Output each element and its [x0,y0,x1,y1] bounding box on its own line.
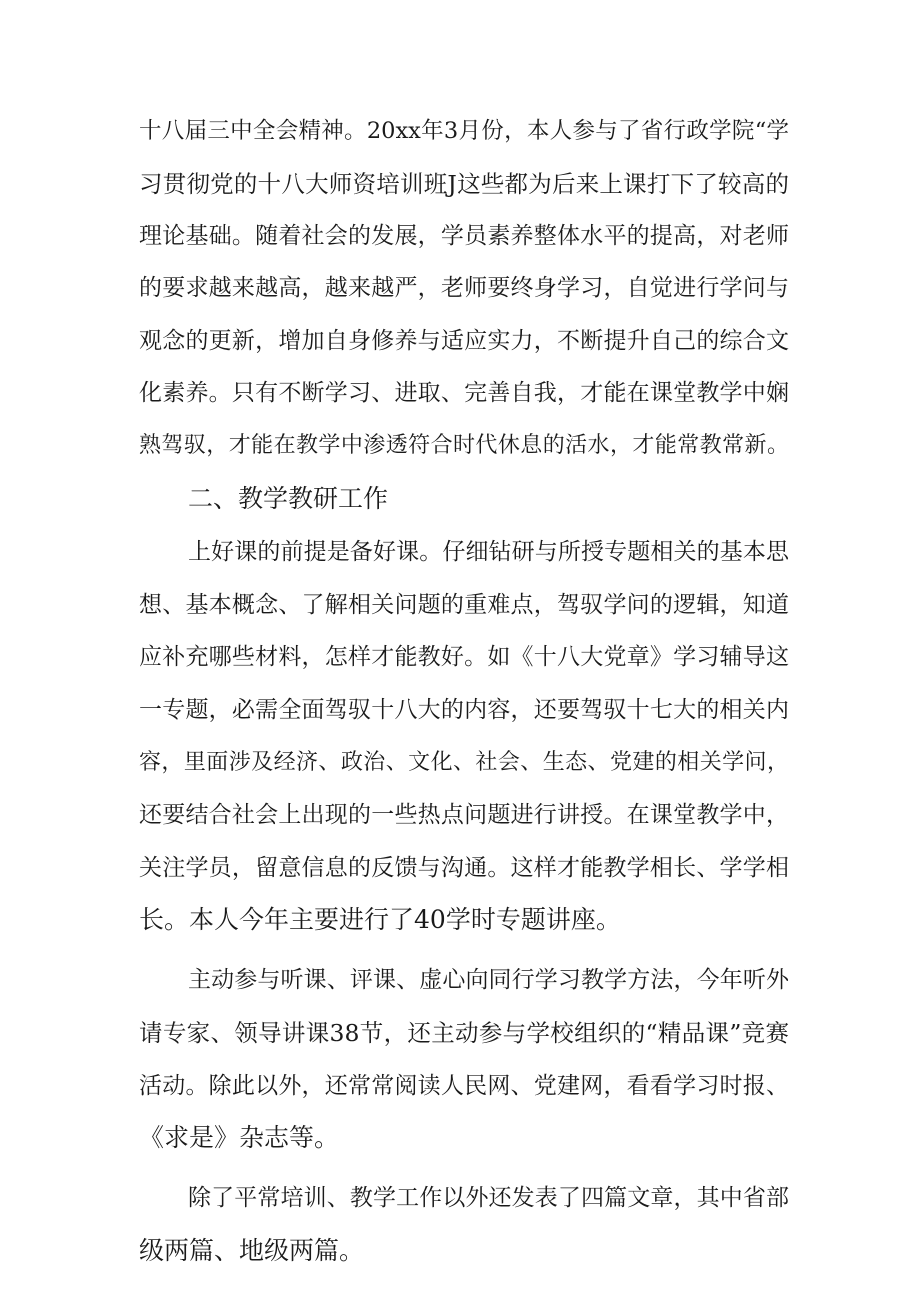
paragraph-1-line-7: 熟驾驭，才能在教学中渗透符合时代休息的活水，才能常教常新。 [139,433,789,458]
paragraph-3-line-3: 活动。除此以外，还常常阅读人民网、党建网，看看学习时报、 [139,1073,789,1099]
section-heading: 二、教学教研工作 [188,484,389,513]
paragraph-1-line-4: 的要求越来越高，越来越严，老师要终身学习，自觉进行学问与 [139,275,789,301]
paragraph-1-line-1: 十八届三中全会精神。20xx年3月份，本人参与了省行政学院“学 [139,118,789,144]
paragraph-2-line-2: 想、基本概念、了解相关问题的重难点，驾驭学问的逻辑，知道 [139,592,789,618]
paragraph-3-line-1: 主动参与听课、评课、虚心向同行学习教学方法，今年听外 [188,967,789,993]
paragraph-2-line-7: 关注学员，留意信息的反馈与沟通。这样才能教学相长、学学相 [139,855,789,881]
paragraph-2-line-4: 一专题，必需全面驾驭十八大的内容，还要驾驭十七大的相关内 [139,697,789,723]
paragraph-2-line-6: 还要结合社会上出现的一些热点问题进行讲授。在课堂教学中， [139,802,789,828]
paragraph-2-line-8: 长。本人今年主要进行了40学时专题讲座。 [139,905,621,934]
paragraph-3-line-4: 《求是》杂志等。 [139,1123,340,1152]
paragraph-2-line-3: 应补充哪些材料，怎样才能教好。如《十八大党章》学习辅导这 [139,644,789,670]
paragraph-4-line-2: 级两篇、地级两篇。 [139,1236,365,1265]
paragraph-1-line-3: 理论基础。随着社会的发展，学员素养整体水平的提高，对老师 [139,223,789,249]
paragraph-3-line-2: 请专家、领导讲课38节，还主动参与学校组织的“精品课”竞赛 [139,1019,789,1047]
paragraph-1-line-6: 化素养。只有不断学习、进取、完善自我，才能在课堂教学中娴 [139,380,789,406]
paragraph-1-line-5: 观念的更新，增加自身修养与适应实力，不断提升自己的综合文 [139,328,789,354]
paragraph-2-line-1: 上好课的前提是备好课。仔细钻研与所授专题相关的基本思 [188,539,789,565]
paragraph-4-line-1: 除了平常培训、教学工作以外还发表了四篇文章，其中省部 [188,1185,789,1211]
paragraph-1-line-2: 习贯彻党的十八大师资培训班J这些都为后来上课打下了较高的 [139,170,789,198]
paragraph-2-line-5: 容，里面涉及经济、政治、文化、社会、生态、党建的相关学问， [139,750,789,775]
